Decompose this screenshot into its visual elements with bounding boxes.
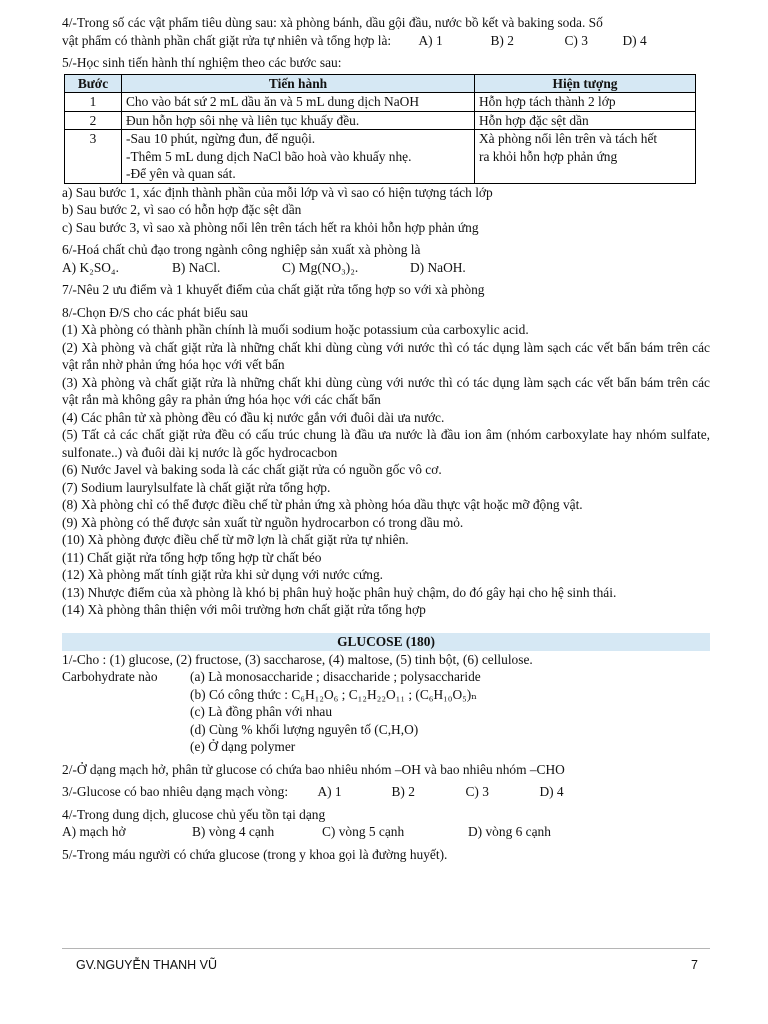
question-text: vật phẩm có thành phần chất giặt rửa tự nhiên và tổng hợp là: A) 1 B) 2 C) 3 D) 4 [62, 32, 647, 48]
statement: (11) Chất giặt rửa tổng hợp tổng hợp từ chất béo [62, 549, 322, 565]
observation-cell: Hỗn hợp đặc sệt dần [475, 111, 696, 130]
statement: (12) Xà phòng mất tính giặt rửa khi sử dụng với nước cứng. [62, 567, 383, 582]
question-7-detergent [62, 281, 710, 299]
procedure-cell [122, 130, 475, 184]
statement: (8) Xà phòng chỉ có thể được điều chế từ phản ứng xà phòng hóa dầu thực vật hoặc mỡ động vật. [62, 497, 583, 512]
answer-options [62, 823, 710, 841]
option-c: C) 3 [564, 32, 588, 48]
option-b: B) 2 [391, 784, 415, 799]
statement: (7) Sodium laurylsulfate là chất giặt rửa tổng hợp. [62, 479, 331, 495]
statement: (4) Các phân tử xà phòng đều có đầu kị nước gắn với đuôi dài ưa nước. [62, 409, 445, 425]
option-d: D) NaOH. [410, 259, 466, 275]
question-4-soap [62, 14, 710, 49]
statement: (14) Xà phòng thân thiện với môi trường hơn chất giặt rửa tổng hợp [62, 602, 426, 617]
statement: (3) Xà phòng và chất giặt rửa là những chất khi dùng cùng với nước thì có tác dụng làm sạch các vết bẩn bám trên các vật rắn mà không gây ra phản ứng hóa học với các chất bẩn [62, 374, 710, 407]
question-title: 5/-Học sinh tiến hành thí nghiệm theo các bước sau: [62, 55, 342, 70]
answer-options [62, 259, 710, 277]
question-6-chemical [62, 241, 710, 276]
option-a: A) 1 [418, 32, 443, 48]
sub-question-a: a) Sau bước 1, xác định thành phần của mỗi lớp và vì sao có hiện tượng tách lớp [62, 184, 493, 200]
table-row [65, 93, 696, 112]
question-item: (d) Cùng % khối lượng nguyên tố (C,H,O) [190, 721, 419, 737]
option-c: C) 3 [465, 784, 489, 799]
option-b: B) vòng 4 cạnh [192, 824, 275, 839]
question-item: (c) Là đồng phân với nhau [190, 704, 333, 719]
statement: (2) Xà phòng và chất giặt rửa là những chất khi dùng cùng với nước thì có tác dụng làm sạch các vết bẩn bám trên các vật rắn nhờ phản ứng hóa học với vết bẩn [62, 339, 710, 372]
procedure-line: -Sau 10 phút, ngừng đun, để nguội. [126, 131, 316, 146]
observation-line: Xà phòng nổi lên trên và tách hết [479, 131, 658, 146]
question-title: 3/-Glucose có bao nhiêu dạng mạch vòng: [62, 784, 289, 799]
question-title: 6/-Hoá chất chủ đạo trong ngành công nghiệp sản xuất xà phòng là [62, 242, 421, 257]
question-line [62, 668, 710, 686]
option-b: B) 2 [490, 32, 514, 48]
glucose-question-2 [62, 761, 710, 779]
question-title: 8/-Chọn Đ/S cho các phát biểu sau [62, 304, 248, 320]
option-d: D) vòng 6 cạnh [468, 824, 551, 839]
question-text: 4/-Trong số các vật phẩm tiêu dùng sau: xà phòng bánh, dầu gội đầu, nước bồ kết và baking soda. Số [62, 15, 603, 30]
observation-cell: Hỗn hợp tách thành 2 lớp [475, 93, 696, 112]
section-heading-glucose: GLUCOSE (180) [62, 633, 710, 651]
sub-question-b: b) Sau bước 2, vì sao có hỗn hợp đặc sệt dần [62, 202, 302, 217]
option-d: D) 4 [539, 784, 564, 799]
option-a: A) 1 [317, 784, 342, 799]
option-c: C) Mg(NO₃)₂. [282, 259, 359, 275]
document-page [62, 14, 710, 863]
glucose-question-3 [62, 783, 710, 801]
table-row [65, 130, 696, 184]
option-a: A) mạch hở [62, 824, 126, 839]
column-header-observation: Hiện tượng [475, 74, 696, 93]
procedure-cell: Cho vào bát sứ 2 mL dầu ăn và 5 mL dung dịch NaOH [122, 93, 475, 112]
observation-cell [475, 130, 696, 184]
glucose-question-5 [62, 846, 710, 864]
statement: (1) Xà phòng có thành phần chính là muối sodium hoặc potassium của carboxylic acid. [62, 322, 529, 337]
statement: (9) Xà phòng có thể được sản xuất từ nguồn hydrocarbon có trong dầu mỏ. [62, 514, 464, 530]
option-a: A) K₂SO₄. [62, 259, 119, 275]
glucose-question-1 [62, 651, 710, 756]
question-title: 7/-Nêu 2 ưu điểm và 1 khuyết điểm của chất giặt rửa tổng hợp so với xà phòng [62, 282, 485, 297]
statement: (13) Nhược điểm của xà phòng là khó bị phân huỷ hoặc phân huỷ chậm, do đó gây hại cho hệ sinh thái. [62, 584, 617, 600]
answer-options [394, 33, 646, 48]
step-cell: 1 [65, 93, 122, 112]
option-d: D) 4 [622, 32, 647, 48]
experiment-table [64, 74, 696, 184]
statement: (6) Nước Javel và baking soda là các chất giặt rửa có nguồn gốc vô cơ. [62, 462, 442, 477]
question-title: 1/-Cho : (1) glucose, (2) fructose, (3) saccharose, (4) maltose, (5) tinh bột, (6) cellulose. [62, 651, 533, 667]
table-row [65, 111, 696, 130]
option-b: B) NaCl. [172, 259, 221, 275]
question-8-true-false [62, 304, 710, 619]
procedure-cell: Đun hỗn hợp sôi nhẹ và liên tục khuấy đều. [122, 111, 475, 130]
column-header-step: Bước [65, 74, 122, 93]
question-line [62, 783, 710, 801]
question-item: (e) Ở dạng polymer [190, 739, 296, 754]
statement: (5) Tất cả các chất giặt rửa đều có cấu trúc chung là đầu ưa nước là đầu ion âm (nhóm carboxylate hay nhóm sulfate, sulfonate..) và đuôi dài kị nước là gốc hydrocacbon [62, 427, 710, 460]
question-title: 2/-Ở dạng mạch hở, phân tử glucose có chứa bao nhiêu nhóm –OH và bao nhiêu nhóm –CHO [62, 761, 565, 777]
column-header-procedure: Tiến hành [122, 74, 475, 93]
glucose-question-4 [62, 806, 710, 841]
procedure-line: -Thêm 5 mL dung dịch NaCl bão hoà vào khuấy nhẹ. [126, 148, 412, 164]
sub-question-c: c) Sau bước 3, vì sao xà phòng nổi lên trên tách hết ra khỏi hỗn hợp phản ứng [62, 219, 479, 235]
step-cell: 2 [65, 111, 122, 130]
observation-line: ra khỏi hỗn hợp phản ứng [479, 148, 618, 164]
question-item: (a) Là monosaccharide ; disaccharide ; polysaccharide [190, 669, 481, 684]
page-number: 7 [691, 958, 698, 972]
step-cell: 3 [65, 130, 122, 184]
footer-author: GV.NGUYỄN THANH VŨ [76, 958, 218, 972]
question-item: (b) Có công thức : C₆H₁₂O₆ ; C₁₂H₂₂O₁₁ ; (C₆H₁₀O₅)ₙ [190, 686, 478, 702]
procedure-line: -Để yên và quan sát. [126, 166, 236, 181]
question-lead: Carbohydrate nào [62, 669, 158, 684]
option-c: C) vòng 5 cạnh [322, 824, 405, 839]
question-title: 4/-Trong dung dịch, glucose chủ yếu tồn tại dạng [62, 806, 326, 822]
question-title: 5/-Trong máu người có chứa glucose (trong y khoa gọi là đường huyết). [62, 846, 448, 862]
question-5-experiment [62, 54, 710, 236]
table-header-row [65, 74, 696, 93]
statement: (10) Xà phòng được điều chế từ mỡ lợn là chất giặt rửa tự nhiên. [62, 532, 409, 547]
answer-options [291, 784, 563, 799]
page-footer [62, 948, 710, 972]
